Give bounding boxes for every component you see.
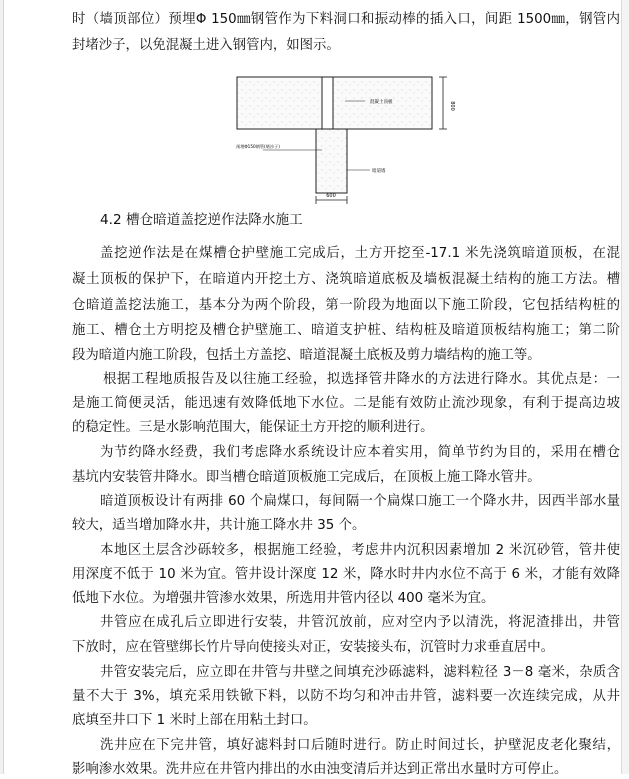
body-line: 基坑内安装管井降水。即当槽仓暗道顶板施工完成后，在顶板上施工降水管井。 <box>72 470 541 485</box>
wall-below <box>316 129 347 193</box>
body-line: 井管应在成孔后立即进行安装，井管沉放前，应对空内予以清洗，将泥渣排出，井管 <box>100 615 620 630</box>
dim-height-label: 800 <box>449 101 455 111</box>
body-line: 仓暗道盖挖法施工，基本分为两个阶段，第一阶段为地面以下施工阶段，它包括结构桩的 <box>72 298 620 313</box>
body-line: 暗道顶板设计有两排 60 个扁煤口，每间隔一个扁煤口施工一个降水井，因西半部水量 <box>100 494 620 509</box>
body-line: 量不大于 3%，填充采用铁锨下料，以防不均匀和冲击井管，滤料要一次连续完成，从井 <box>72 689 620 704</box>
intro-line-2: 封堵沙子，以免混凝土进入钢管内，如图示。 <box>72 38 340 53</box>
body-line: 为节约降水经费，我们考虑降水系统设计应本着实用，简单节约为目的，采用在槽仓 <box>100 445 620 460</box>
embedded-pipe <box>322 77 333 129</box>
body-line: 的稳定性。三是水影响范围大，能保证土方开挖的顺利进行。 <box>72 420 434 435</box>
intro-line-1: 时（墙顶部位）预埋Φ 150㎜钢管作为下料洞口和振动棒的插入口，间距 1500㎜，钢管内 <box>72 12 620 27</box>
body-line: 井管安装完后，应立即在井管与井壁之间填充沙砾滤料，滤料粒径 3－8 毫米，杂质含 <box>100 665 620 680</box>
body-line: 底填至井口下 1 米时上部在用粘土封口。 <box>72 713 317 728</box>
body-line: 影响渗水效果。洗井应在井管内排出的水由浊变清后并达到正常出水量时方可停止。 <box>72 762 568 777</box>
section-heading: 4.2 槽仓暗道盖挖逆作法降水施工 <box>100 212 303 228</box>
body-line: 凝土顶板的保护下，在暗道内开挖土方、浇筑暗道底板及墙板混凝土结构的施工方法。槽 <box>72 272 620 287</box>
body-line: 段为暗道内施工阶段，包括土方盖挖、暗道混凝土底板及剪力墙结构的施工等。 <box>72 348 541 363</box>
label-slab: 混凝土顶板 <box>370 100 393 105</box>
body-line: 本地区土层含沙砾较多，根据施工经验，考虑井内沉积因素增加 2 米沉砂管，管井使 <box>100 543 620 558</box>
label-pipe: 预埋Φ150钢管(堵沙子) <box>236 144 280 149</box>
body-line: 盖挖逆作法是在煤槽仓护壁施工完成后，土方开挖至-17.1 米先浇筑暗道顶板，在混 <box>100 246 620 261</box>
label-wall: 暗道墙 <box>372 169 386 174</box>
dim-width-label: 600 <box>326 193 336 199</box>
body-line: 下放时，应在管壁绑长竹片导向使接头对正，安装接头布，沉管时力求垂直居中。 <box>72 640 555 655</box>
body-line: 用深度不低于 10 米为宜。管井设计深度 12 米，降水时井内水位不高于 6 米，才能有效降 <box>72 567 620 582</box>
concrete-slab <box>237 77 432 129</box>
body-line: 较大，适当增加降水井，共计施工降水井 35 个。 <box>72 518 366 533</box>
body-line: 是施工简便灵活，能迅速有效降低地下水位。二是能有效防止流沙现象，有利于提高边坡 <box>72 396 620 411</box>
section-figure <box>0 0 629 215</box>
body-line: 根据工程地质报告及以往施工经验，拟选择管井降水的方法进行降水。其优点是：一 <box>103 372 620 387</box>
body-line: 洗井应在下完井管，填好滤料封口后随时进行。防止时间过长，护壁泥皮老化聚结， <box>100 738 620 753</box>
body-line: 低地下水位。为增强井管渗水效果，所选用井管内径以 400 毫米为宜。 <box>72 591 495 606</box>
body-line: 施工、槽仓土方明挖及槽仓护壁施工、暗道支护桩、结构桩及暗道顶板结构施工；第二阶 <box>72 323 620 338</box>
